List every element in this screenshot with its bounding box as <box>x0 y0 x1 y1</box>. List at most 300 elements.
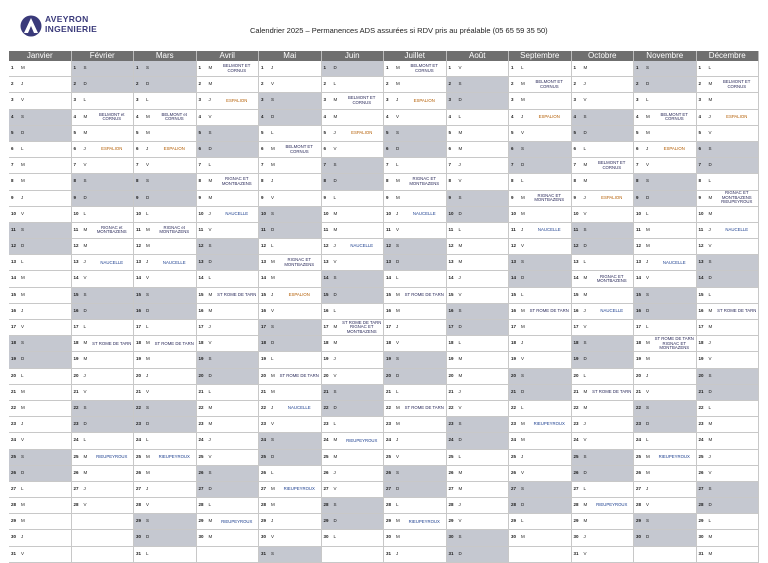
day-number: 17 <box>698 324 704 329</box>
day-cell <box>9 304 71 320</box>
weekday-letter: M <box>521 437 525 443</box>
day-number: 15 <box>73 291 79 297</box>
day-cell <box>72 158 134 174</box>
day-cell <box>259 433 321 449</box>
day-number: 22 <box>386 404 392 410</box>
day-number: 22 <box>198 404 204 410</box>
day-number: 4 <box>136 113 139 119</box>
day-number: 6 <box>136 145 139 151</box>
day-number: 19 <box>73 356 79 362</box>
weekday-letter: L <box>521 291 524 297</box>
day-number: 2 <box>261 81 264 87</box>
day-number: 29 <box>448 518 454 524</box>
day-cell <box>572 514 634 530</box>
day-number: 25 <box>698 453 704 459</box>
day-cell <box>384 417 446 433</box>
weekday-letter: M <box>583 518 588 524</box>
day-number: 22 <box>11 404 17 410</box>
weekday-letter: D <box>21 129 25 135</box>
day-cell <box>322 93 384 109</box>
day-cell <box>134 304 196 320</box>
day-cell <box>384 207 446 223</box>
weekday-letter: M <box>21 178 25 184</box>
weekday-letter: L <box>333 534 337 540</box>
day-number: 5 <box>323 129 327 135</box>
weekday-letter: M <box>83 226 88 232</box>
day-cell <box>134 482 196 498</box>
day-number: 22 <box>73 404 79 410</box>
day-cell <box>9 320 71 336</box>
weekday-letter: D <box>333 291 337 297</box>
weekday-letter: D <box>333 178 337 184</box>
weekday-letter: V <box>458 518 462 524</box>
day-cell <box>384 320 446 336</box>
day-number: 3 <box>73 97 77 103</box>
day-cell <box>697 110 759 126</box>
day-cell <box>134 320 196 336</box>
day-number: 9 <box>73 194 77 200</box>
day-cell <box>634 466 696 482</box>
day-number: 15 <box>511 291 517 297</box>
month-columns <box>9 61 759 563</box>
permanence-event: NAUCELLE <box>100 259 124 265</box>
weekday-letter: M <box>458 243 463 249</box>
weekday-letter: M <box>333 324 338 329</box>
day-cell <box>634 336 696 352</box>
day-number: 5 <box>511 129 514 135</box>
day-cell <box>509 433 571 449</box>
day-number: 10 <box>573 210 579 216</box>
day-cell <box>634 530 696 546</box>
day-number: 7 <box>511 162 514 168</box>
weekday-letter: S <box>83 65 87 70</box>
day-number: 30 <box>386 534 392 540</box>
day-number: 31 <box>261 550 267 556</box>
day-cell <box>509 223 571 239</box>
weekday-letter: M <box>708 81 713 87</box>
day-cell <box>259 239 321 255</box>
weekday-letter: M <box>583 162 588 168</box>
day-number: 20 <box>573 372 579 378</box>
day-cell <box>509 498 571 514</box>
day-number: 23 <box>698 421 704 427</box>
weekday-letter: L <box>208 162 212 168</box>
weekday-letter: D <box>271 113 275 119</box>
weekday-letter: D <box>646 421 650 427</box>
weekday-letter: J <box>521 453 524 459</box>
day-cell <box>72 110 134 126</box>
day-number: 25 <box>11 453 17 459</box>
day-number: 6 <box>636 145 639 151</box>
day-number: 5 <box>636 129 639 135</box>
day-cell <box>259 514 321 530</box>
day-number: 4 <box>261 113 264 119</box>
day-cell <box>322 547 384 563</box>
permanence-event: ESPALION <box>726 113 748 119</box>
day-number: 14 <box>698 275 704 281</box>
day-cell <box>447 93 509 109</box>
day-number: 21 <box>323 388 329 394</box>
permanence-event: BELMONT ET CORNUS <box>723 79 751 89</box>
day-cell <box>697 93 759 109</box>
day-number: 1 <box>386 65 389 70</box>
day-cell <box>134 110 196 126</box>
weekday-letter: L <box>646 324 649 329</box>
weekday-letter: J <box>583 534 586 540</box>
day-cell <box>9 547 71 563</box>
permanence-event: RIGNAC ET MONTBAZENS <box>284 257 315 267</box>
day-cell <box>197 466 259 482</box>
day-number: 8 <box>261 178 264 184</box>
weekday-letter: L <box>83 97 87 103</box>
day-number: 13 <box>386 259 392 265</box>
day-cell <box>634 174 696 190</box>
weekday-letter: D <box>208 145 212 151</box>
day-cell <box>72 450 134 466</box>
weekday-letter: V <box>271 81 275 87</box>
permanence-event: BELMONT ET CORNUS <box>348 95 376 105</box>
day-cell <box>447 514 509 530</box>
weekday-letter: D <box>708 275 712 281</box>
day-number: 8 <box>323 178 327 184</box>
weekday-letter: S <box>583 226 587 232</box>
weekday-letter: M <box>646 113 650 119</box>
permanence-event: NAUCELLE <box>725 227 749 233</box>
day-number: 19 <box>323 356 329 362</box>
day-number: 4 <box>198 113 202 119</box>
day-number: 24 <box>511 437 517 443</box>
permanence-event: RIGNAC ET MONTBAZENS <box>221 176 252 186</box>
weekday-letter: S <box>646 65 650 70</box>
weekday-letter: D <box>83 307 87 313</box>
day-cell <box>9 207 71 223</box>
weekday-letter: M <box>521 210 525 216</box>
day-cell <box>72 93 134 109</box>
day-number: 6 <box>73 145 77 151</box>
day-cell <box>509 369 571 385</box>
weekday-letter: J <box>708 226 711 232</box>
day-number: 15 <box>11 291 17 297</box>
day-cell <box>197 530 259 546</box>
day-number: 24 <box>261 437 267 443</box>
day-cell <box>572 255 634 271</box>
day-cell <box>572 61 634 77</box>
day-number: 5 <box>261 129 264 135</box>
weekday-letter: J <box>333 356 336 362</box>
day-cell <box>509 417 571 433</box>
day-number: 7 <box>323 162 327 168</box>
day-cell <box>447 401 509 417</box>
weekday-letter: L <box>583 485 587 491</box>
day-cell <box>9 158 71 174</box>
permanence-event: ST ROME DE TARN <box>404 291 444 297</box>
day-cell <box>572 142 634 158</box>
day-cell <box>509 77 571 93</box>
day-number: 25 <box>511 453 517 459</box>
day-cell <box>197 77 259 93</box>
day-cell <box>697 142 759 158</box>
day-cell <box>197 401 259 417</box>
day-number: 4 <box>573 113 577 119</box>
day-number: 5 <box>573 129 577 135</box>
day-number: 7 <box>261 162 264 168</box>
weekday-letter: S <box>458 307 462 313</box>
weekday-letter: M <box>333 340 338 346</box>
day-number: 26 <box>323 469 329 475</box>
day-cell <box>384 385 446 401</box>
day-number: 14 <box>136 275 142 281</box>
day-cell <box>322 110 384 126</box>
weekday-letter: D <box>396 259 400 265</box>
weekday-letter: D <box>458 437 462 443</box>
day-cell <box>634 255 696 271</box>
day-number: 12 <box>448 243 454 249</box>
weekday-letter: M <box>708 437 713 443</box>
weekday-letter: M <box>708 307 713 313</box>
day-number: 4 <box>323 113 327 119</box>
day-cell <box>697 433 759 449</box>
day-cell <box>509 288 571 304</box>
day-cell <box>197 369 259 385</box>
weekday-letter: J <box>646 145 649 151</box>
weekday-letter: J <box>396 210 399 216</box>
day-number: 7 <box>198 162 202 168</box>
day-number: 17 <box>136 324 142 329</box>
day-cell <box>259 77 321 93</box>
day-cell <box>384 498 446 514</box>
day-number: 28 <box>698 502 704 508</box>
weekday-letter: M <box>21 388 25 394</box>
day-cell <box>134 126 196 142</box>
day-cell <box>72 547 134 563</box>
day-cell <box>9 126 71 142</box>
month-column <box>509 61 572 563</box>
day-cell <box>9 288 71 304</box>
weekday-letter: V <box>396 226 400 232</box>
weekday-letter: M <box>333 210 338 216</box>
day-cell <box>509 271 571 287</box>
day-cell <box>697 271 759 287</box>
weekday-letter: S <box>583 453 587 459</box>
day-cell <box>9 255 71 271</box>
day-cell <box>134 174 196 190</box>
day-number: 14 <box>636 275 642 281</box>
day-cell <box>134 547 196 563</box>
day-number: 3 <box>386 97 389 103</box>
weekday-letter: M <box>21 275 25 281</box>
day-number: 8 <box>448 178 452 184</box>
weekday-letter: J <box>646 259 649 265</box>
weekday-letter: V <box>583 550 587 556</box>
day-number: 2 <box>323 81 327 87</box>
day-number: 16 <box>511 307 517 313</box>
day-cell <box>197 498 259 514</box>
day-cell <box>72 482 134 498</box>
day-number: 8 <box>698 178 702 184</box>
weekday-letter: V <box>521 356 525 362</box>
day-cell <box>697 401 759 417</box>
day-number: 5 <box>198 129 202 135</box>
day-number: 21 <box>386 388 392 394</box>
weekday-letter: J <box>271 518 274 524</box>
weekday-letter: L <box>208 502 212 508</box>
weekday-letter: J <box>271 404 274 410</box>
permanence-event: ESPALION <box>226 97 248 103</box>
permanence-event: ST ROME DE TARN <box>279 372 319 378</box>
day-cell <box>197 255 259 271</box>
day-cell <box>697 514 759 530</box>
weekday-letter: M <box>271 145 275 151</box>
weekday-letter: V <box>333 372 337 378</box>
day-number: 5 <box>136 129 139 135</box>
permanence-event: NAUCELLE <box>662 259 686 265</box>
weekday-letter: L <box>583 372 587 378</box>
weekday-letter: M <box>646 469 650 475</box>
day-cell <box>259 530 321 546</box>
weekday-letter: L <box>208 275 212 281</box>
weekday-letter: V <box>21 97 25 103</box>
permanence-event: BELMONT ET CORNUS <box>223 63 251 73</box>
day-number: 1 <box>323 65 327 70</box>
month-column <box>72 61 135 563</box>
weekday-letter: L <box>396 275 399 281</box>
weekday-letter: J <box>146 485 149 491</box>
day-cell <box>697 320 759 336</box>
weekday-letter: J <box>333 469 336 475</box>
weekday-letter: J <box>21 534 24 540</box>
day-number: 4 <box>698 113 702 119</box>
permanence-event: BELMONT ET CORNUS <box>410 63 438 73</box>
day-number: 9 <box>636 194 639 200</box>
day-cell <box>322 142 384 158</box>
weekday-letter: D <box>521 388 525 394</box>
weekday-letter: D <box>521 502 525 508</box>
day-cell <box>572 191 634 207</box>
weekday-letter: D <box>208 485 212 491</box>
day-cell <box>322 385 384 401</box>
day-cell <box>447 223 509 239</box>
day-number: 30 <box>511 534 517 540</box>
day-cell <box>447 498 509 514</box>
weekday-letter: M <box>583 65 588 70</box>
permanence-event: ESPALION <box>601 194 623 200</box>
day-cell <box>259 450 321 466</box>
day-cell <box>572 466 634 482</box>
day-number: 19 <box>511 356 517 362</box>
day-cell <box>634 110 696 126</box>
day-cell <box>634 320 696 336</box>
day-number: 20 <box>511 372 517 378</box>
weekday-letter: M <box>646 356 650 362</box>
day-number: 4 <box>73 113 77 119</box>
day-cell <box>572 207 634 223</box>
weekday-letter: L <box>708 404 712 410</box>
day-number: 30 <box>323 534 329 540</box>
day-number: 30 <box>448 534 454 540</box>
permanence-event: RIGNAC et MONTBAZENS <box>159 224 190 235</box>
day-cell <box>447 433 509 449</box>
day-cell <box>447 547 509 563</box>
weekday-letter: J <box>333 243 336 249</box>
weekday-letter: S <box>708 259 712 265</box>
weekday-letter: L <box>146 210 149 216</box>
day-cell <box>134 433 196 449</box>
weekday-letter: J <box>208 324 211 329</box>
weekday-letter: S <box>146 178 150 184</box>
day-cell <box>134 336 196 352</box>
day-cell <box>634 547 696 563</box>
day-cell <box>134 352 196 368</box>
day-cell <box>72 401 134 417</box>
day-number: 12 <box>636 243 642 249</box>
day-number: 25 <box>448 453 454 459</box>
day-cell <box>697 450 759 466</box>
day-number: 19 <box>698 356 704 362</box>
day-number: 23 <box>136 421 142 427</box>
day-cell <box>72 530 134 546</box>
day-cell <box>259 142 321 158</box>
weekday-letter: S <box>646 291 650 297</box>
day-number: 19 <box>198 356 204 362</box>
weekday-letter: D <box>521 162 525 168</box>
day-cell <box>72 320 134 336</box>
day-number: 11 <box>11 226 16 232</box>
weekday-letter: L <box>646 210 649 216</box>
day-number: 29 <box>323 518 329 524</box>
weekday-letter: J <box>146 145 149 151</box>
day-cell <box>9 433 71 449</box>
day-number: 20 <box>386 372 392 378</box>
day-number: 6 <box>198 145 202 151</box>
day-number: 24 <box>136 437 142 443</box>
day-number: 6 <box>573 145 577 151</box>
day-number: 6 <box>11 145 14 151</box>
day-cell <box>447 271 509 287</box>
day-number: 9 <box>323 194 327 200</box>
day-number: 2 <box>386 81 389 87</box>
weekday-letter: S <box>83 178 87 184</box>
day-number: 25 <box>573 453 579 459</box>
day-cell <box>697 174 759 190</box>
day-number: 24 <box>698 437 704 443</box>
day-number: 17 <box>511 324 517 329</box>
weekday-letter: V <box>208 340 212 346</box>
day-number: 2 <box>573 81 577 87</box>
day-number: 30 <box>136 534 142 540</box>
day-number: 19 <box>448 356 454 362</box>
day-cell <box>697 385 759 401</box>
day-cell <box>384 482 446 498</box>
weekday-letter: L <box>396 502 399 508</box>
day-number: 15 <box>198 291 204 297</box>
day-cell <box>697 530 759 546</box>
day-number: 20 <box>11 372 17 378</box>
permanence-event: ESPALION <box>288 291 310 297</box>
day-number: 16 <box>386 307 392 313</box>
weekday-letter: M <box>521 421 525 427</box>
day-number: 17 <box>573 324 579 329</box>
permanence-event: RIGNAC ET MONTBAZENS <box>534 192 565 203</box>
weekday-letter: M <box>208 194 213 200</box>
day-cell <box>509 530 571 546</box>
day-number: 15 <box>698 291 704 297</box>
day-number: 27 <box>573 485 579 491</box>
permanence-event: BELMONT ET CORNUS <box>285 144 313 154</box>
day-number: 16 <box>198 307 204 313</box>
weekday-letter: S <box>396 243 400 249</box>
weekday-letter: M <box>333 97 338 103</box>
day-number: 17 <box>261 324 267 329</box>
